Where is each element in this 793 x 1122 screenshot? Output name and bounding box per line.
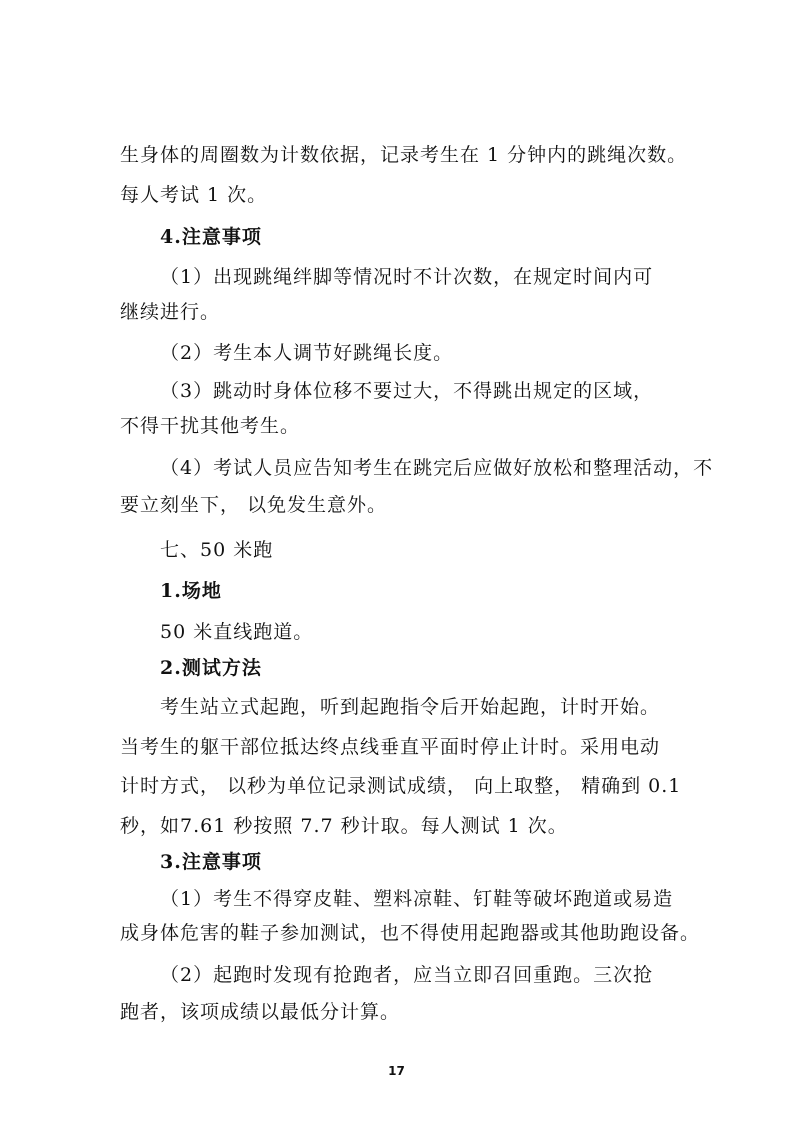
text-line: 要立刻坐下， 以免发生意外。 xyxy=(120,494,388,516)
text-line: 秒，如7.61 秒按照 7.7 秒计取。每人测试 1 次。 xyxy=(120,815,568,837)
text-line: 计时方式， 以秒为单位记录测试成绩， 向上取整， 精确到 0.1 xyxy=(120,775,682,797)
text-line: 跑者，该项成绩以最低分计算。 xyxy=(120,1001,401,1023)
section-heading: 1.场地 xyxy=(160,580,222,602)
text-line: 不得干扰其他考生。 xyxy=(120,415,301,437)
text-line: （2）起跑时发现有抢跑者，应当立即召回重跑。三次抢 xyxy=(160,964,654,986)
text-line: （3）跳动时身体位移不要过大，不得跳出规定的区域， xyxy=(160,380,654,402)
text-line: 每人考试 1 次。 xyxy=(120,184,268,206)
text-line: 生身体的周圈数为计数依据，记录考生在 1 分钟内的跳绳次数。 xyxy=(120,144,688,166)
page-number: 17 xyxy=(388,1064,405,1078)
section-heading: 3.注意事项 xyxy=(160,851,262,873)
text-line: 考生站立式起跑，听到起跑指令后开始起跑，计时开始。 xyxy=(160,696,661,718)
section-title: 七、50 米跑 xyxy=(160,539,274,561)
text-line: 成身体危害的鞋子参加测试，也不得使用起跑器或其他助跑设备。 xyxy=(120,922,701,944)
text-line: （1）考生不得穿皮鞋、塑料凉鞋、钉鞋等破坏跑道或易造 xyxy=(160,888,674,910)
text-line: （2）考生本人调节好跳绳长度。 xyxy=(160,342,454,364)
section-heading: 4.注意事项 xyxy=(160,226,262,248)
section-heading: 2.测试方法 xyxy=(160,657,262,679)
text-line: （4）考试人员应告知考生在跳完后应做好放松和整理活动，不 xyxy=(160,457,714,479)
text-line: （1）出现跳绳绊脚等情况时不计次数，在规定时间内可 xyxy=(160,266,654,288)
text-line: 继续进行。 xyxy=(120,301,221,323)
text-line: 50 米直线跑道。 xyxy=(160,621,314,643)
text-line: 当考生的躯干部位抵达终点线垂直平面时停止计时。采用电动 xyxy=(120,736,661,758)
